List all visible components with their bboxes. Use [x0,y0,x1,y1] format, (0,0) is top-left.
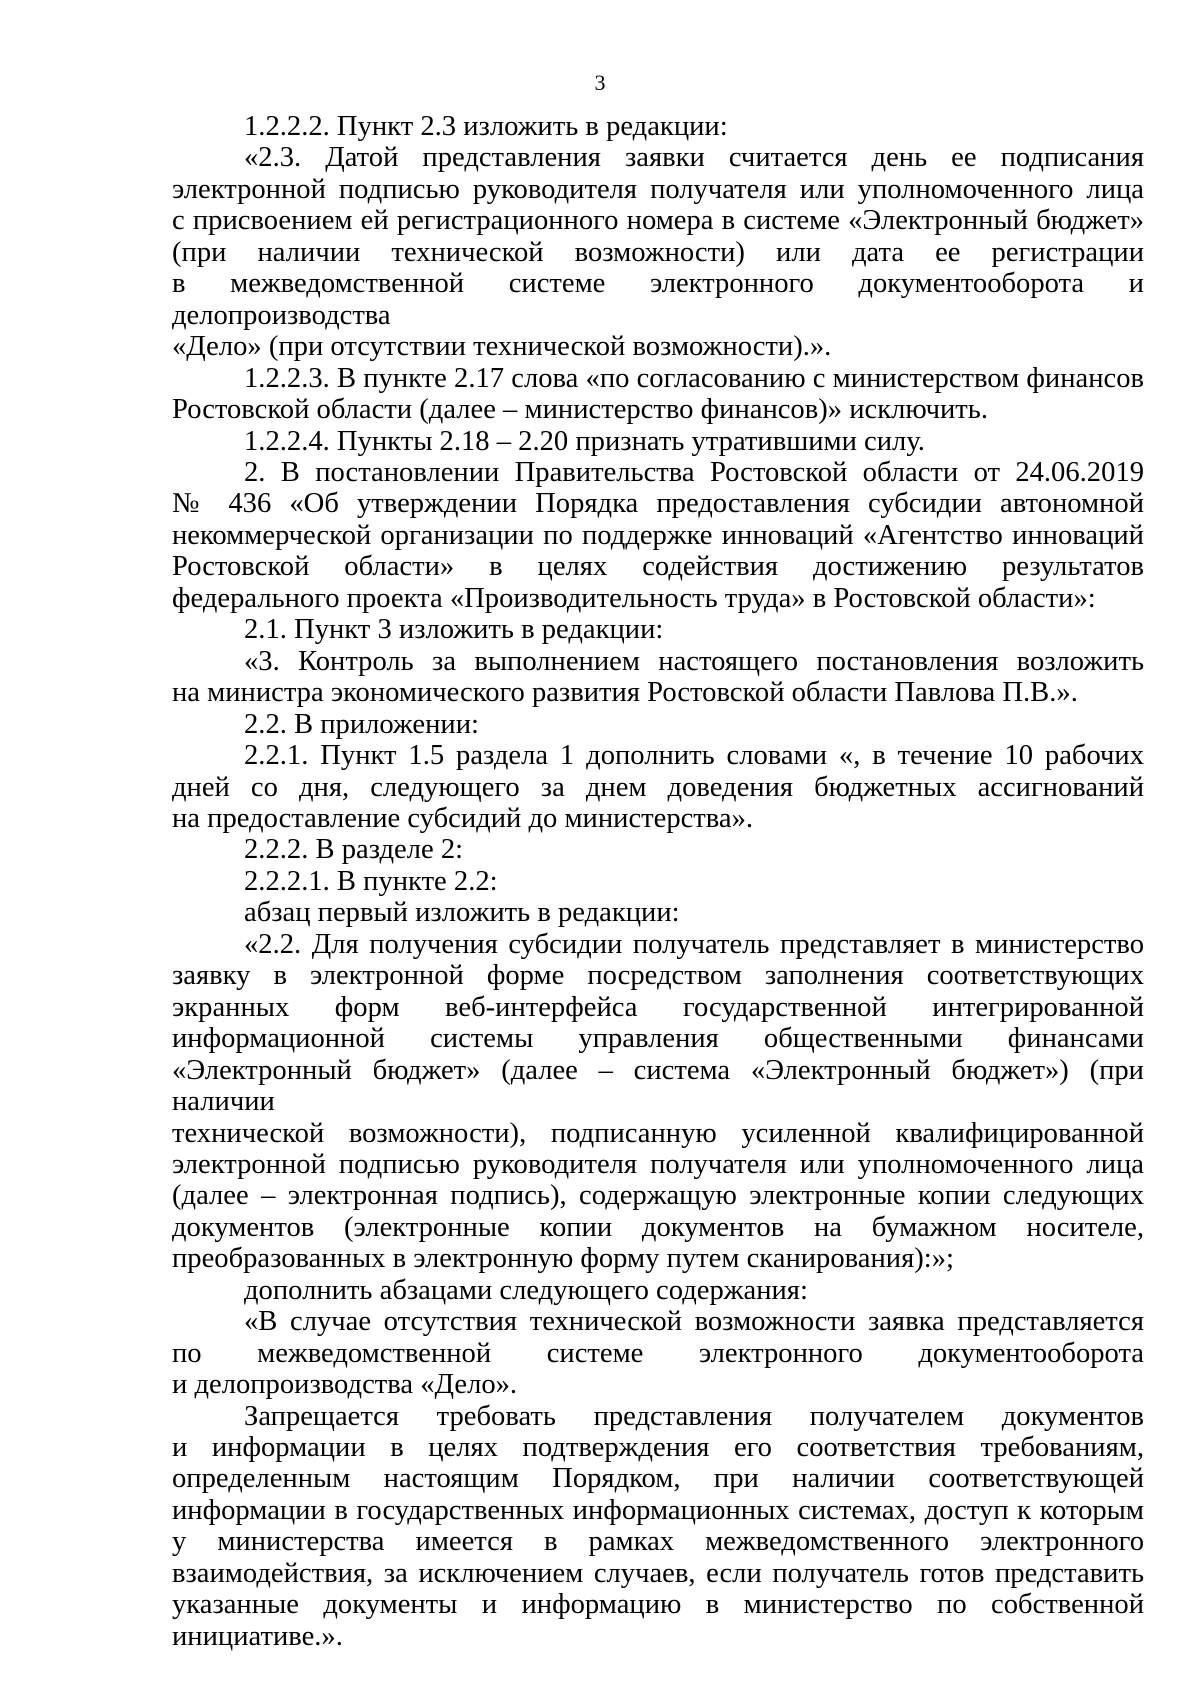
text-line: инициативе.». [172,1620,343,1652]
page-number: 3 [594,70,606,95]
text-line: и делопроизводства «Дело». [172,1369,518,1401]
text-line: дополнить абзацами следующего содержания: [244,1274,808,1306]
document-body [172,111,1144,1652]
text-line: информации в государственных информационных системах, доступ к которым [172,1494,1144,1526]
text-line: преобразованных в электронную форму путем сканирования):»; [172,1243,954,1275]
text-line: (при наличии технической возможности) или дата ее регистрации [172,236,1144,268]
text-line: экранных форм веб-интерфейса государственной интегрированной [172,991,1144,1023]
text-line: электронной подписью руководителя получателя или уполномоченного лица [172,1148,1144,1180]
text-line: с присвоением ей регистрационного номера в системе «Электронный бюджет» [172,205,1144,237]
text-line: Запрещается требовать представления получателем документов [244,1400,1144,1432]
text-line: «Электронный бюджет» (далее – система «Электронный бюджет») (при наличии [172,1054,1144,1118]
text-line: «2.3. Датой представления заявки считается день ее подписания [244,142,1144,174]
text-line: технической возможности), подписанную усиленной квалифицированной [172,1117,1144,1149]
text-line: у министерства имеется в рамках межведомственного электронного [172,1526,1144,1558]
text-line: взаимодействия, за исключением случаев, если получатель готов представить [172,1557,1144,1589]
text-line: и информации в целях подтверждения его соответствия требованиям, [172,1432,1144,1464]
text-line: дней со дня, следующего за днем доведения бюджетных ассигнований [172,771,1144,803]
text-line: «2.2. Для получения субсидии получатель представляет в министерство [244,928,1144,960]
text-line: документов (электронные копии документов на бумажном носителе, [172,1211,1144,1243]
text-line: «В случае отсутствия технической возможности заявка представляется [244,1306,1144,1338]
text-line: 1.2.2.3. В пункте 2.17 слова «по согласованию с министерством финансов [244,362,1144,394]
text-line: 1.2.2.2. Пункт 2.3 изложить в редакции: [244,111,728,142]
text-line: указанные документы и информацию в министерство по собственной [172,1589,1144,1621]
text-line: «3. Контроль за выполнением настоящего постановления возложить [244,645,1144,677]
text-line: № 436 «Об утверждении Порядка предоставления субсидии автономной [172,488,1144,520]
text-line: (далее – электронная подпись), содержащую электронные копии следующих [172,1180,1144,1212]
text-line: «Дело» (при отсутствии технической возможности).». [172,331,832,363]
text-line: в межведомственной системе электронного документооборота и делопроизводства [172,268,1144,331]
text-line: 1.2.2.4. Пункты 2.18 – 2.20 признать утратившими силу. [244,425,925,457]
text-line: на министра экономического развития Ростовской области Павлова П.В.». [172,677,1078,709]
text-line: некоммерческой организации по поддержке инноваций «Агентство инноваций [172,519,1144,551]
text-line: 2.2.2. В разделе 2: [244,834,464,866]
text-line: 2.2.2.1. В пункте 2.2: [244,865,498,897]
text-line: федерального проекта «Производительность труда» в Ростовской области»: [172,582,1096,614]
text-line: 2.2.1. Пункт 1.5 раздела 1 дополнить словами «, в течение 10 рабочих [244,740,1144,772]
text-line: на предоставление субсидий до министерства». [172,802,754,834]
text-line: электронной подписью руководителя получателя или уполномоченного лица [172,173,1144,205]
text-line: 2.2. В приложении: [244,708,479,740]
text-line: 2. В постановлении Правительства Ростовской области от 24.06.2019 [244,456,1144,488]
text-line: 2.1. Пункт 3 изложить в редакции: [244,614,664,646]
text-line: информационной системы управления общественными финансами [172,1023,1144,1055]
text-line: Ростовской области (далее – министерство финансов)» исключить. [172,394,988,426]
text-line: заявку в электронной форме посредством заполнения соответствующих [172,960,1144,992]
text-line: абзац первый изложить в редакции: [244,897,680,929]
text-line: по межведомственной системе электронного документооборота [172,1337,1144,1369]
text-line: Ростовской области» в целях содействия достижению результатов [172,551,1144,583]
text-line: определенным настоящим Порядком, при наличии соответствующей [172,1463,1144,1495]
